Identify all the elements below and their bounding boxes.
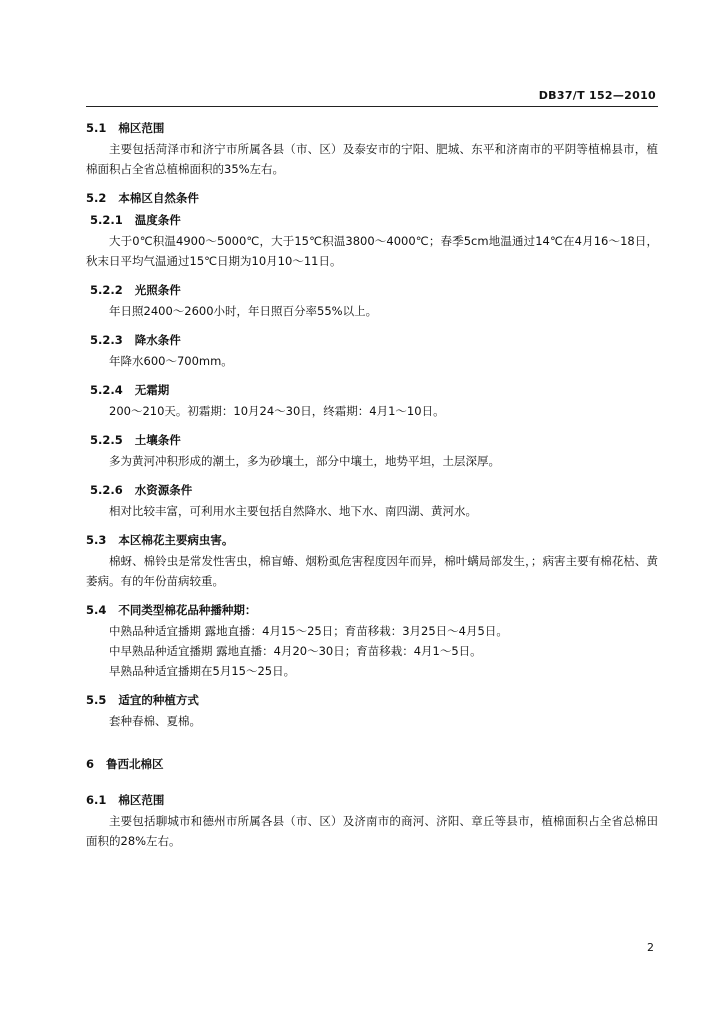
paragraph-5-2-3: 年降水600～700mm。 <box>109 354 233 368</box>
heading-title: 鲁西北棉区 <box>106 757 164 771</box>
paragraph-6-1: 主要包括聊城市和德州市所属各县（市、区）及济南市的商河、济阳、章丘等县市，植棉面积占全省总棉田面积的28%左右。 <box>86 814 658 848</box>
heading-number: 5.2.3 <box>90 333 123 347</box>
heading-5-2-6 <box>86 479 658 501</box>
header-rule <box>86 106 658 107</box>
heading-number: 5.4 <box>86 603 107 617</box>
paragraph-5-2-1: 大于0℃积温4900～5000℃，大于15℃积温3800～4000℃；春季5cm地温通过14℃在4月16～18日，秋末日平均气温通过15℃日期为10月10～11日。 <box>86 234 658 268</box>
paragraph-5-5: 套种春棉、夏棉。 <box>109 714 201 728</box>
paragraph-5-2-2: 年日照2400～2600小时，年日照百分率55%以上。 <box>109 304 378 318</box>
heading-5-1 <box>86 117 658 139</box>
heading-5-2-3 <box>86 329 658 351</box>
heading-5-2-2 <box>86 279 658 301</box>
heading-5-2-4 <box>86 379 658 401</box>
heading-5-2 <box>86 187 658 209</box>
section-gap <box>86 775 658 789</box>
paragraph-5-3: 棉蚜、棉铃虫是常发性害虫，棉盲蝽、烟粉虱危害程度因年而异，棉叶螨局部发生，；病害主要有棉花枯、黄萎病。有的年份苗病较重。 <box>86 554 658 588</box>
heading-number: 5.2.2 <box>90 283 123 297</box>
sowing-line-mid: 中熟品种适宜播期 露地直播：4月15～25日；育苗移栽：3月25日～4月5日。 <box>109 624 508 638</box>
paragraph-5-2-6: 相对比较丰富，可利用水主要包括自然降水、地下水、南四湖、黄河水。 <box>109 504 477 518</box>
heading-title: 降水条件 <box>134 333 181 347</box>
heading-number: 5.2.1 <box>90 213 123 227</box>
heading-title: 棉区范围 <box>118 793 165 807</box>
heading-6-1 <box>86 789 658 811</box>
heading-number: 5.2.4 <box>90 383 123 397</box>
heading-number: 5.2 <box>86 191 107 205</box>
standard-code: DB37/T 152—2010 <box>538 89 656 102</box>
heading-title: 水资源条件 <box>134 483 193 497</box>
heading-number: 6 <box>86 757 95 771</box>
heading-6 <box>86 753 658 775</box>
page-number: 2 <box>647 941 654 954</box>
heading-title: 棉区范围 <box>118 121 165 135</box>
heading-title: 无霜期 <box>134 383 170 397</box>
paragraph-5-2-5: 多为黄河冲积形成的潮土，多为砂壤土，部分中壤土，地势平坦，土层深厚。 <box>109 454 500 468</box>
heading-5-5 <box>86 689 658 711</box>
heading-5-2-5 <box>86 429 658 451</box>
heading-number: 5.3 <box>86 533 107 547</box>
heading-number: 5.1 <box>86 121 107 135</box>
heading-title: 土壤条件 <box>134 433 181 447</box>
heading-5-2-1 <box>86 209 658 231</box>
sowing-line-early: 早熟品种适宜播期在5月15～25日。 <box>109 664 296 678</box>
heading-5-3 <box>86 529 658 551</box>
section-gap <box>86 739 658 753</box>
sowing-line-mid-early: 中早熟品种适宜播期 露地直播：4月20～30日；育苗移栽：4月1～5日。 <box>109 644 482 658</box>
heading-title: 温度条件 <box>134 213 181 227</box>
heading-number: 6.1 <box>86 793 107 807</box>
heading-title: 不同类型棉花品种播种期： <box>118 603 257 617</box>
heading-5-4 <box>86 599 658 621</box>
heading-title: 本棉区自然条件 <box>118 191 199 205</box>
heading-number: 5.2.6 <box>90 483 123 497</box>
document-body <box>86 117 658 859</box>
heading-title: 本区棉花主要病虫害。 <box>118 533 234 547</box>
heading-number: 5.2.5 <box>90 433 123 447</box>
heading-title: 适宜的种植方式 <box>118 693 199 707</box>
heading-title: 光照条件 <box>134 283 181 297</box>
paragraph-5-1: 主要包括菏泽市和济宁市所属各县（市、区）及泰安市的宁阳、肥城、东平和济南市的平阴等植棉县市，植棉面积占全省总植棉面积的35%左右。 <box>86 142 658 176</box>
heading-number: 5.5 <box>86 693 107 707</box>
paragraph-5-2-4: 200～210天。初霜期：10月24～30日，终霜期：4月1～10日。 <box>109 404 445 418</box>
